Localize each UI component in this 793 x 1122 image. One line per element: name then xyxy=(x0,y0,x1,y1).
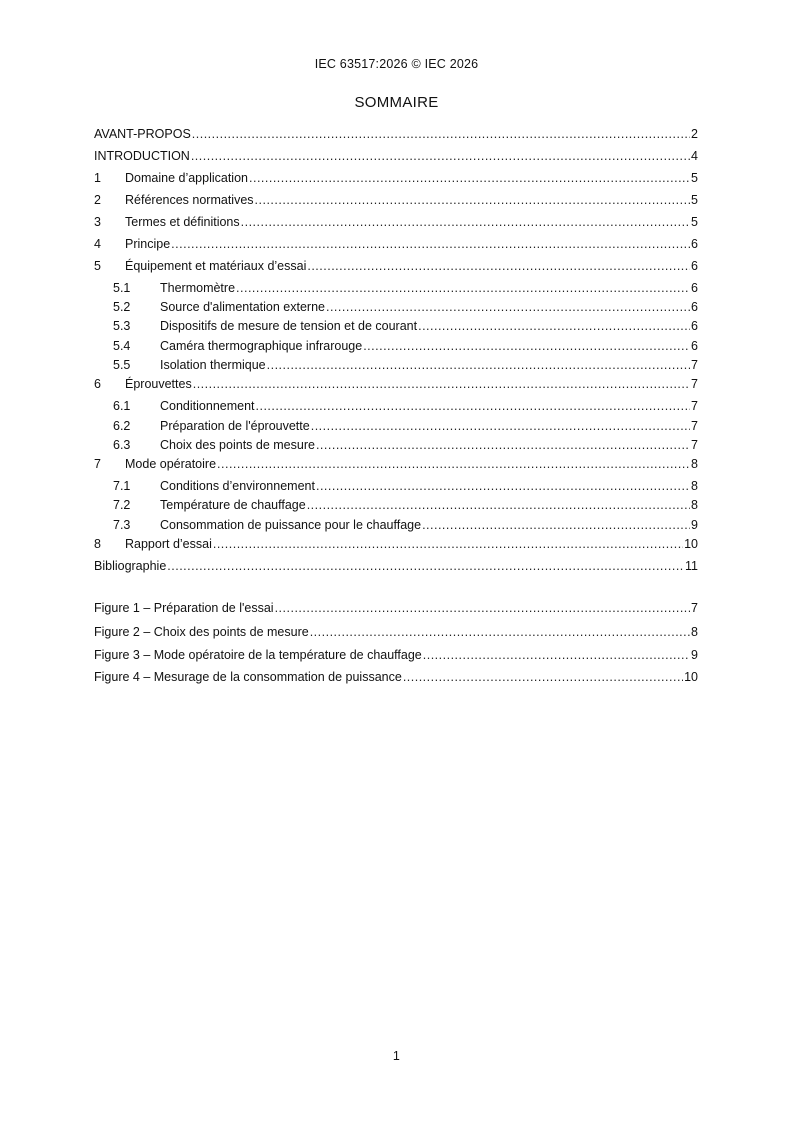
toc-dot-leader xyxy=(236,279,690,297)
toc-entry-title: Dispositifs de mesure de tension et de courant xyxy=(160,319,418,333)
toc-entry-title: Figure 3 – Mode opératoire de la température de chauffage xyxy=(94,648,422,662)
toc-page-number: 11 xyxy=(685,559,698,573)
toc-page-number: 2 xyxy=(691,127,698,141)
toc-entry-title: Conditionnement xyxy=(160,399,255,413)
toc-entry-subclause-5-1[interactable] xyxy=(113,279,698,297)
toc-dot-leader xyxy=(307,496,690,514)
toc-dot-leader xyxy=(217,455,690,473)
toc-dot-leader xyxy=(316,477,690,495)
toc-dot-leader xyxy=(403,668,683,686)
toc-entry-title: Consommation de puissance pour le chauffage xyxy=(160,518,422,532)
toc-entry-subclause-7-1[interactable] xyxy=(113,477,698,495)
toc-entry-introduction[interactable] xyxy=(94,147,698,165)
toc-clause-number: 8 xyxy=(94,537,101,551)
toc-entry-title: Température de chauffage xyxy=(160,498,306,512)
toc-clause-number: 5 xyxy=(94,259,101,273)
toc-entry-subclause-6-3[interactable] xyxy=(113,436,698,454)
toc-entry-figure-3[interactable] xyxy=(94,646,698,664)
toc-page-number: 4 xyxy=(691,149,698,163)
toc-entry-title: Domaine d’application xyxy=(125,171,248,185)
toc-entry-clause-4[interactable] xyxy=(94,235,698,253)
toc-entry-clause-6[interactable] xyxy=(94,375,698,393)
toc-clause-number: 6.1 xyxy=(113,399,131,413)
toc-page-number: 6 xyxy=(691,281,698,295)
toc-page-number: 10 xyxy=(684,670,698,684)
toc-entry-title: Principe xyxy=(125,237,171,251)
toc-entry-clause-2[interactable] xyxy=(94,191,698,209)
toc-page-number: 8 xyxy=(691,498,698,512)
toc-entry-title: AVANT-PROPOS xyxy=(94,127,191,141)
toc-entry-subclause-7-2[interactable] xyxy=(113,496,698,514)
toc-entry-subclause-7-3[interactable] xyxy=(113,516,698,534)
toc-dot-leader xyxy=(310,623,690,641)
toc-entry-title: Bibliographie xyxy=(94,559,167,573)
toc-page-number: 7 xyxy=(691,377,698,391)
toc-dot-leader xyxy=(167,557,684,575)
page-title: SOMMAIRE xyxy=(354,94,439,111)
toc-entry-title: Isolation thermique xyxy=(160,358,266,372)
toc-dot-leader xyxy=(256,397,691,415)
toc-clause-number: 6 xyxy=(94,377,101,391)
toc-dot-leader xyxy=(249,169,690,187)
toc-entry-title: Source d'alimentation externe xyxy=(160,300,325,314)
toc-clause-number: 4 xyxy=(94,237,101,251)
toc-entry-clause-5[interactable] xyxy=(94,257,698,275)
toc-page-number: 5 xyxy=(691,171,698,185)
toc-entry-subclause-5-5[interactable] xyxy=(113,356,698,374)
toc-clause-number: 5.5 xyxy=(113,358,131,372)
toc-entry-title: INTRODUCTION xyxy=(94,149,190,163)
toc-dot-leader xyxy=(326,298,690,316)
toc-entry-title: Conditions d’environnement xyxy=(160,479,315,493)
toc-clause-number: 7.3 xyxy=(113,518,131,532)
toc-dot-leader xyxy=(191,147,690,165)
toc-entry-bibliography[interactable] xyxy=(94,557,698,575)
toc-page-number: 7 xyxy=(691,399,698,413)
toc-clause-number: 2 xyxy=(94,193,101,207)
toc-dot-leader xyxy=(193,375,690,393)
toc-page-number: 6 xyxy=(691,339,698,353)
document-reference: IEC 63517:2026 © IEC 2026 xyxy=(314,57,479,71)
toc-page-number: 6 xyxy=(691,300,698,314)
toc-clause-number: 5.1 xyxy=(113,281,131,295)
toc-clause-number: 1 xyxy=(94,171,101,185)
toc-entry-title: Préparation de l'éprouvette xyxy=(160,419,310,433)
toc-clause-number: 7 xyxy=(94,457,101,471)
toc-clause-number: 5.3 xyxy=(113,319,131,333)
toc-dot-leader xyxy=(213,535,683,553)
toc-dot-leader xyxy=(307,257,690,275)
toc-entry-title: Termes et définitions xyxy=(125,215,240,229)
toc-entry-subclause-5-4[interactable] xyxy=(113,337,698,355)
toc-page-number: 10 xyxy=(684,537,698,551)
toc-entry-foreword[interactable] xyxy=(94,125,698,143)
toc-entry-title: Figure 2 – Choix des points de mesure xyxy=(94,625,309,639)
toc-dot-leader xyxy=(171,235,690,253)
toc-dot-leader xyxy=(311,417,690,435)
toc-page-number: 7 xyxy=(691,358,698,372)
toc-dot-leader xyxy=(423,646,690,664)
toc-entry-subclause-5-2[interactable] xyxy=(113,298,698,316)
toc-dot-leader xyxy=(422,516,690,534)
toc-entry-subclause-6-1[interactable] xyxy=(113,397,698,415)
toc-page-number: 9 xyxy=(691,648,698,662)
toc-entry-clause-1[interactable] xyxy=(94,169,698,187)
toc-page-number: 7 xyxy=(691,601,698,615)
toc-dot-leader xyxy=(192,125,690,143)
toc-entry-title: Thermomètre xyxy=(160,281,236,295)
toc-entry-subclause-5-3[interactable] xyxy=(113,317,698,335)
toc-entry-title: Références normatives xyxy=(125,193,254,207)
toc-entry-clause-3[interactable] xyxy=(94,213,698,231)
toc-page-number: 5 xyxy=(691,193,698,207)
toc-dot-leader xyxy=(363,337,690,355)
toc-entry-figure-4[interactable] xyxy=(94,668,698,686)
toc-entry-title: Rapport d’essai xyxy=(125,537,212,551)
toc-entry-subclause-6-2[interactable] xyxy=(113,417,698,435)
toc-page-number: 6 xyxy=(691,237,698,251)
toc-page-number: 9 xyxy=(691,518,698,532)
toc-page-number: 7 xyxy=(691,419,698,433)
toc-entry-title: Mode opératoire xyxy=(125,457,217,471)
toc-entry-clause-8[interactable] xyxy=(94,535,698,553)
toc-page-number: 6 xyxy=(691,319,698,333)
toc-dot-leader xyxy=(241,213,690,231)
page-number-footer: 1 xyxy=(392,1049,401,1063)
toc-entry-title: Figure 1 – Préparation de l'essai xyxy=(94,601,274,615)
toc-page-number: 8 xyxy=(691,479,698,493)
toc-dot-leader xyxy=(275,599,690,617)
toc-entry-title: Figure 4 – Mesurage de la consommation de puissance xyxy=(94,670,402,684)
toc-clause-number: 5.4 xyxy=(113,339,131,353)
toc-clause-number: 6.2 xyxy=(113,419,131,433)
toc-page-number: 7 xyxy=(691,438,698,452)
toc-entry-figure-2[interactable] xyxy=(94,623,698,641)
toc-dot-leader xyxy=(255,191,691,209)
toc-clause-number: 3 xyxy=(94,215,101,229)
toc-entry-figure-1[interactable] xyxy=(94,599,698,617)
toc-page-number: 6 xyxy=(691,259,698,273)
toc-entry-title: Caméra thermographique infrarouge xyxy=(160,339,363,353)
toc-clause-number: 7.2 xyxy=(113,498,131,512)
toc-clause-number: 6.3 xyxy=(113,438,131,452)
toc-entry-title: Choix des points de mesure xyxy=(160,438,315,452)
toc-clause-number: 7.1 xyxy=(113,479,131,493)
toc-entry-title: Équipement et matériaux d’essai xyxy=(125,259,307,273)
toc-clause-number: 5.2 xyxy=(113,300,131,314)
toc-dot-leader xyxy=(418,317,690,335)
toc-entry-clause-7[interactable] xyxy=(94,455,698,473)
toc-entry-title: Éprouvettes xyxy=(125,377,192,391)
toc-page-number: 8 xyxy=(691,457,698,471)
toc-dot-leader xyxy=(267,356,690,374)
toc-page-number: 5 xyxy=(691,215,698,229)
toc-dot-leader xyxy=(316,436,690,454)
toc-page-number: 8 xyxy=(691,625,698,639)
